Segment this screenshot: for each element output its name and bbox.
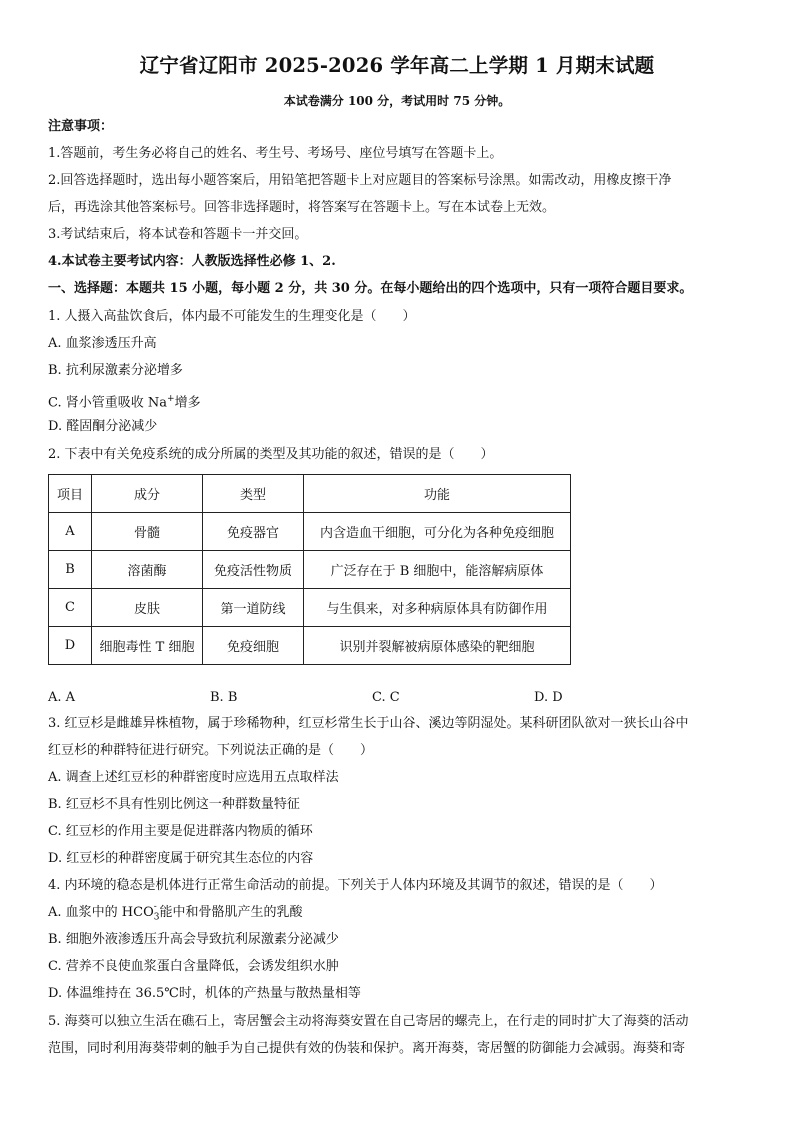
table-cell: 免疫细胞 bbox=[203, 627, 304, 665]
notice-heading: 注意事项： bbox=[48, 119, 114, 134]
table-cell: A bbox=[49, 513, 92, 551]
question-1-stem: 1. 人摄入高盐饮食后，体内最不可能发生的生理变化是（ ） bbox=[48, 309, 416, 324]
question-4-option-a-text: A. 血浆中的 HCO bbox=[48, 905, 154, 920]
table-cell: 免疫器官 bbox=[203, 513, 304, 551]
question-2-option-a: A. A bbox=[48, 690, 76, 705]
question-4-option-a-sup: - bbox=[153, 902, 157, 912]
question-1-option-a: A. 血浆渗透压升高 bbox=[48, 336, 157, 351]
question-2-option-b: B. B bbox=[210, 690, 238, 705]
table-header-cell: 项目 bbox=[49, 475, 92, 513]
question-1-option-c bbox=[48, 390, 201, 412]
question-3-option-a: A. 调查上述红豆杉的种群密度时应选用五点取样法 bbox=[48, 770, 339, 785]
question-4-option-b: B. 细胞外液渗透压升高会导致抗利尿激素分泌减少 bbox=[48, 932, 339, 947]
question-4-option-c: C. 营养不良使血浆蛋白含量降低，会诱发组织水肿 bbox=[48, 959, 339, 974]
question-4-option-a-suffix: 能中和骨骼肌产生的乳酸 bbox=[159, 905, 303, 920]
table-cell: 细胞毒性 T 细胞 bbox=[92, 627, 203, 665]
section-1-heading: 一、选择题：本题共 15 小题，每小题 2 分，共 30 分。在每小题给出的四个选项中，只有一项符合题目要求。 bbox=[48, 281, 693, 296]
question-4-option-a-sub: 3 bbox=[153, 912, 160, 923]
table-cell: 与生俱来，对多种病原体具有防御作用 bbox=[304, 589, 571, 627]
table-cell: D bbox=[49, 627, 92, 665]
question-4-option-d: D. 体温维持在 36.5℃时，机体的产热量与散热量相等 bbox=[48, 986, 361, 1001]
table-cell: 免疫活性物质 bbox=[203, 551, 304, 589]
exam-title: 辽宁省辽阳市 2025-2026 学年高二上学期 1 月期末试题 bbox=[139, 54, 655, 77]
notice-item-1-text: 1.答题前，考生务必将自己的姓名、考生号、考场号、座位号填写在答题卡上。 bbox=[48, 146, 503, 161]
table-row bbox=[49, 513, 571, 551]
question-3-option-d: D. 红豆杉的种群密度属于研究其生态位的内容 bbox=[48, 851, 314, 866]
notice-item-2a: 2.回答选择题时，选出每小题答案后，用铅笔把答题卡上对应题目的答案标号涂黑。如需改动，用橡皮擦干净 bbox=[48, 173, 672, 188]
table-header-cell: 功能 bbox=[304, 475, 571, 513]
notice-item-1 bbox=[48, 145, 502, 163]
table-row bbox=[49, 589, 571, 627]
question-4-option-a bbox=[48, 904, 302, 927]
table-header-cell: 成分 bbox=[92, 475, 203, 513]
table-cell: 广泛存在于 B 细胞中，能溶解病原体 bbox=[304, 551, 571, 589]
question-3-option-c: C. 红豆杉的作用主要是促进群落内物质的循环 bbox=[48, 824, 313, 839]
question-1-option-b: B. 抗利尿激素分泌增多 bbox=[48, 363, 183, 378]
table-header-cell: 类型 bbox=[203, 475, 304, 513]
table-cell: C bbox=[49, 589, 92, 627]
table-cell: 内含造血干细胞，可分化为各种免疫细胞 bbox=[304, 513, 571, 551]
table-cell: 溶菌酶 bbox=[92, 551, 203, 589]
notice-item-3: 3.考试结束后，将本试卷和答题卡一并交回。 bbox=[48, 227, 308, 242]
question-2-option-c: C. C bbox=[372, 690, 400, 705]
question-5-stem-2: 范围，同时利用海葵带刺的触手为自己提供有效的伪装和保护。离开海葵，寄居蟹的防御能力会减弱。海葵和寄 bbox=[48, 1041, 686, 1056]
table-row bbox=[49, 627, 571, 665]
notice-item-4: 4.本试卷主要考试内容：人教版选择性必修 1、2. bbox=[48, 254, 336, 269]
question-3-stem-1: 3. 红豆杉是雌雄异株植物，属于珍稀物种，红豆杉常生长于山谷、溪边等阴湿处。某科研团队欲对一狭长山谷中 bbox=[48, 716, 689, 731]
question-1-option-c-sup: + bbox=[167, 394, 175, 404]
table-cell: 第一道防线 bbox=[203, 589, 304, 627]
table-cell: 识别并裂解被病原体感染的靶细胞 bbox=[304, 627, 571, 665]
table-cell: 骨髓 bbox=[92, 513, 203, 551]
immune-table bbox=[48, 474, 571, 665]
question-3-stem-2: 红豆杉的种群特征进行研究。下列说法正确的是（ ） bbox=[48, 743, 374, 758]
question-1-option-c-text: C. 肾小管重吸收 Na bbox=[48, 395, 168, 411]
question-1-option-c-suffix: 增多 bbox=[174, 395, 201, 411]
exam-subtitle: 本试卷满分 100 分，考试用时 75 分钟。 bbox=[283, 94, 511, 108]
question-2-option-d: D. D bbox=[534, 690, 563, 705]
notice-item-2b: 后，再选涂其他答案标号。回答非选择题时，将答案写在答题卡上。写在本试卷上无效。 bbox=[48, 200, 556, 215]
table-cell: 皮肤 bbox=[92, 589, 203, 627]
question-2-stem: 2. 下表中有关免疫系统的成分所属的类型及其功能的叙述，错误的是（ ） bbox=[48, 447, 494, 462]
question-3-option-b: B. 红豆杉不具有性别比例这一种群数量特征 bbox=[48, 797, 300, 812]
table-cell: B bbox=[49, 551, 92, 589]
table-header-row bbox=[49, 475, 571, 513]
table-row bbox=[49, 551, 571, 589]
question-5-stem-1: 5. 海葵可以独立生活在礁石上，寄居蟹会主动将海葵安置在自己寄居的螺壳上，在行走的同时扩大了海葵的活动 bbox=[48, 1014, 689, 1029]
question-1-option-d: D. 醛固酮分泌减少 bbox=[48, 419, 158, 434]
question-4-stem: 4. 内环境的稳态是机体进行正常生命活动的前提。下列关于人体内环境及其调节的叙述，错误的是（ ） bbox=[48, 878, 663, 893]
